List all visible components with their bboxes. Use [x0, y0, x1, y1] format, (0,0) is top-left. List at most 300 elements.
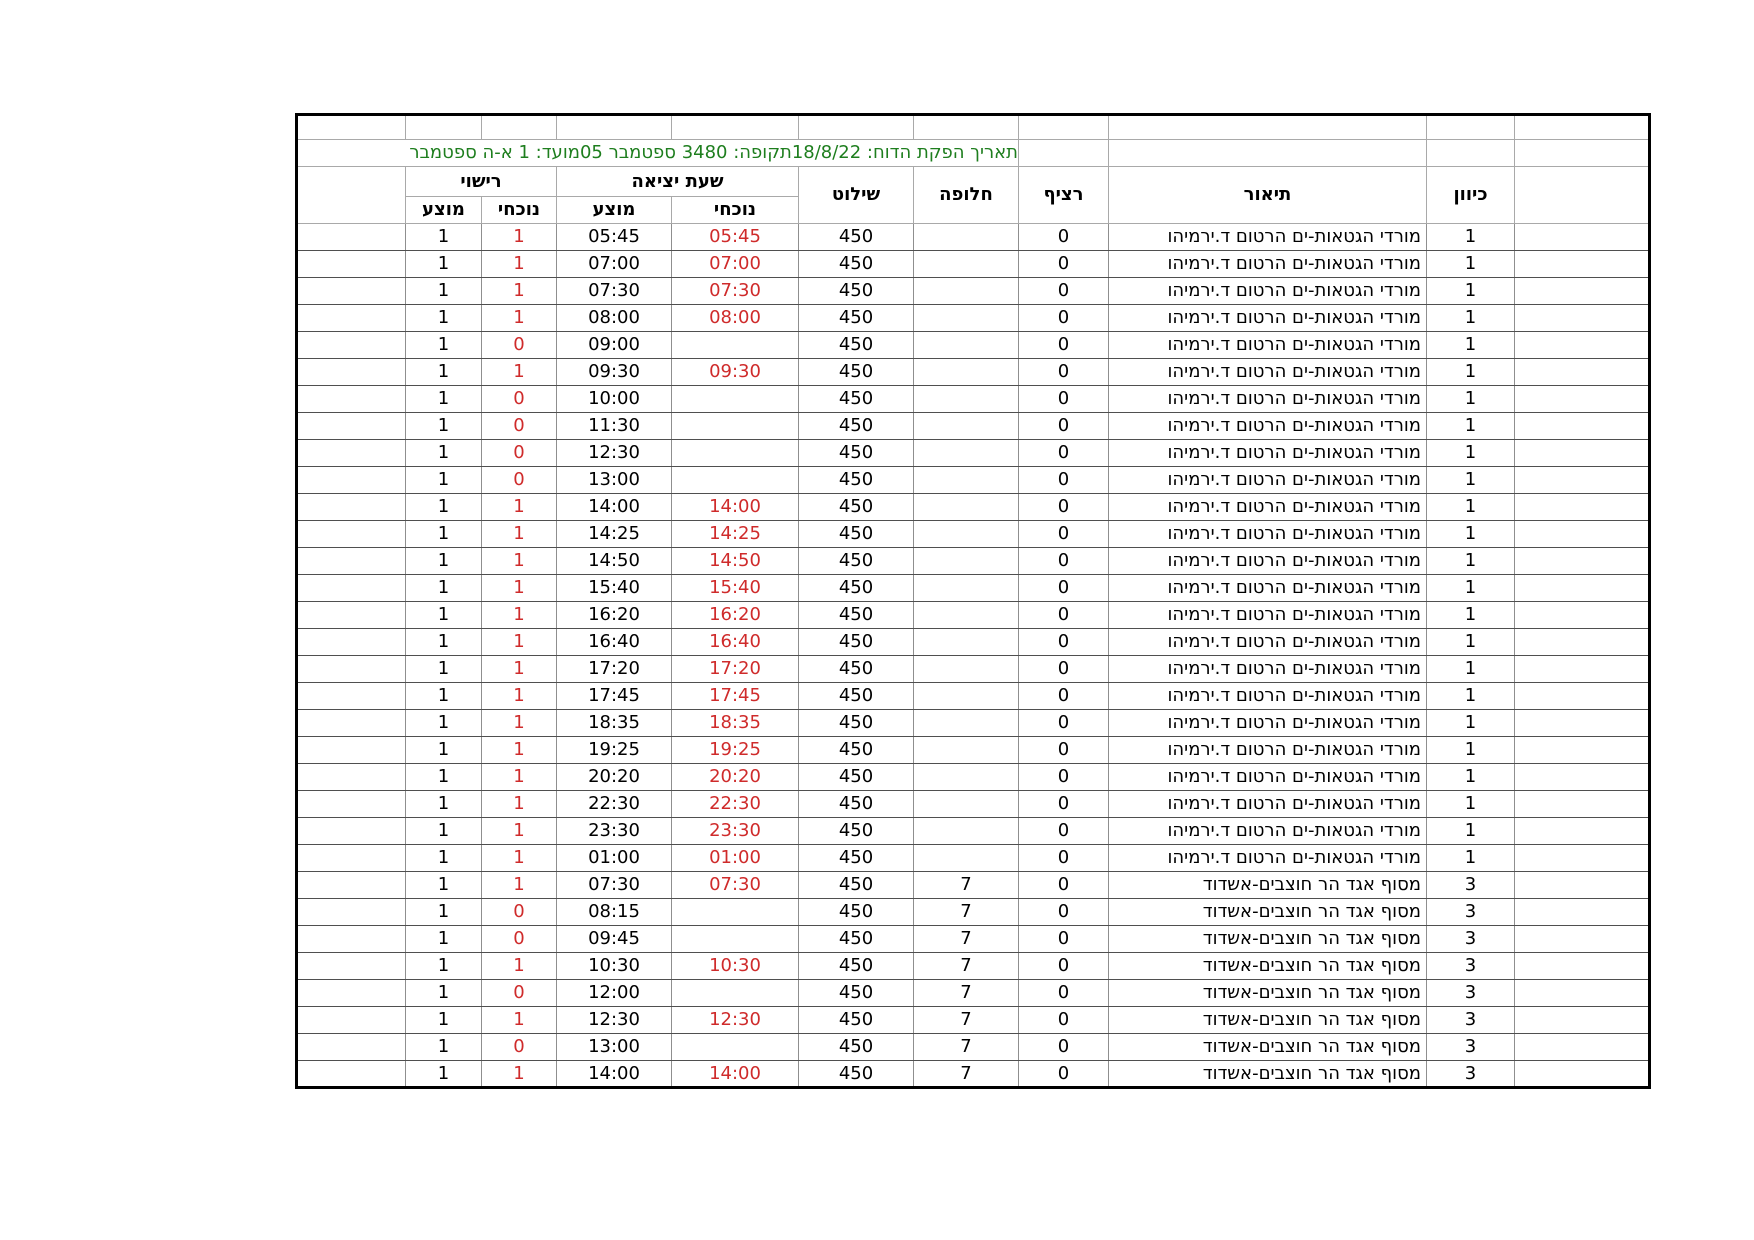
- departure-planned-cell: 16:20: [557, 602, 672, 629]
- empty-cell: [1515, 467, 1650, 494]
- platform-cell: 0: [1019, 278, 1109, 305]
- description-cell: מורדי הגטאות-ים הרטום ד.ירמיהו: [1109, 818, 1427, 845]
- description-cell: מסוף אגד הר חוצבים-אשדוד: [1109, 1007, 1427, 1034]
- empty-cell: [1109, 115, 1427, 140]
- schedule-row: [297, 494, 1650, 521]
- description-cell: מסוף אגד הר חוצבים-אשדוד: [1109, 953, 1427, 980]
- empty-cell: [1515, 278, 1650, 305]
- signage-cell: 450: [799, 305, 914, 332]
- description-cell: מורדי הגטאות-ים הרטום ד.ירמיהו: [1109, 683, 1427, 710]
- departure-planned-cell: 18:35: [557, 710, 672, 737]
- schedule-row: [297, 440, 1650, 467]
- schedule-row: [297, 413, 1650, 440]
- empty-cell: [1515, 602, 1650, 629]
- signage-cell: 450: [799, 683, 914, 710]
- platform-cell: 0: [1019, 224, 1109, 251]
- departure-planned-cell: 08:15: [557, 899, 672, 926]
- schedule-row: [297, 305, 1650, 332]
- direction-cell: 3: [1427, 1061, 1515, 1088]
- alternative-cell: 7: [914, 899, 1019, 926]
- description-cell: מסוף אגד הר חוצבים-אשדוד: [1109, 872, 1427, 899]
- empty-cell: [297, 413, 406, 440]
- description-cell: מורדי הגטאות-ים הרטום ד.ירמיהו: [1109, 386, 1427, 413]
- departure-current-cell: [672, 467, 799, 494]
- description-cell: מורדי הגטאות-ים הרטום ד.ירמיהו: [1109, 845, 1427, 872]
- departure-current-cell: 14:00: [672, 1061, 799, 1088]
- platform-cell: 0: [1019, 629, 1109, 656]
- empty-cell: [297, 467, 406, 494]
- schedule-row: [297, 926, 1650, 953]
- licensing-current-cell: 1: [482, 1007, 557, 1034]
- licensing-current-cell: 0: [482, 467, 557, 494]
- licensing-current-cell: 1: [482, 818, 557, 845]
- licensing-current-cell: 1: [482, 710, 557, 737]
- platform-cell: 0: [1019, 1034, 1109, 1061]
- licensing-planned-cell: 1: [406, 413, 482, 440]
- alternative-cell: [914, 737, 1019, 764]
- schedule-row: [297, 980, 1650, 1007]
- report-title: תאריך הפקת הדוח: 18/8/22תקופה: 3480 ספטמבר 05מועד: 1 א-ה ספטמבר: [297, 140, 1019, 167]
- signage-cell: 450: [799, 953, 914, 980]
- departure-current-cell: [672, 1034, 799, 1061]
- departure-current-cell: 20:20: [672, 764, 799, 791]
- licensing-current-cell: 0: [482, 1034, 557, 1061]
- schedule-row: [297, 467, 1650, 494]
- direction-cell: 1: [1427, 737, 1515, 764]
- schedule-row: [297, 818, 1650, 845]
- licensing-planned-cell: 1: [406, 224, 482, 251]
- header-description: תיאור: [1109, 167, 1427, 224]
- signage-cell: 450: [799, 629, 914, 656]
- schedule-row: [297, 332, 1650, 359]
- empty-cell: [297, 602, 406, 629]
- alternative-cell: [914, 548, 1019, 575]
- licensing-current-cell: 1: [482, 764, 557, 791]
- schedule-row: [297, 1034, 1650, 1061]
- departure-current-cell: 05:45: [672, 224, 799, 251]
- description-cell: מורדי הגטאות-ים הרטום ד.ירמיהו: [1109, 575, 1427, 602]
- platform-cell: 0: [1019, 305, 1109, 332]
- description-cell: מסוף אגד הר חוצבים-אשדוד: [1109, 899, 1427, 926]
- signage-cell: 450: [799, 1061, 914, 1088]
- departure-planned-cell: 09:45: [557, 926, 672, 953]
- empty-cell: [1515, 251, 1650, 278]
- alternative-cell: [914, 413, 1019, 440]
- empty-cell: [297, 683, 406, 710]
- alternative-cell: [914, 818, 1019, 845]
- departure-current-cell: 18:35: [672, 710, 799, 737]
- header-departure-current: נוכחי: [672, 197, 799, 224]
- licensing-planned-cell: 1: [406, 710, 482, 737]
- description-cell: מורדי הגטאות-ים הרטום ד.ירמיהו: [1109, 764, 1427, 791]
- direction-cell: 1: [1427, 575, 1515, 602]
- departure-current-cell: 12:30: [672, 1007, 799, 1034]
- licensing-current-cell: 1: [482, 521, 557, 548]
- signage-cell: 450: [799, 845, 914, 872]
- departure-planned-cell: 12:30: [557, 1007, 672, 1034]
- departure-current-cell: 09:30: [672, 359, 799, 386]
- licensing-current-cell: 1: [482, 872, 557, 899]
- platform-cell: 0: [1019, 710, 1109, 737]
- departure-planned-cell: 19:25: [557, 737, 672, 764]
- empty-cell: [297, 332, 406, 359]
- header-licensing-planned: מוצע: [406, 197, 482, 224]
- departure-current-cell: 14:25: [672, 521, 799, 548]
- licensing-planned-cell: 1: [406, 764, 482, 791]
- empty-cell: [297, 548, 406, 575]
- schedule-row: [297, 575, 1650, 602]
- licensing-current-cell: 1: [482, 953, 557, 980]
- departure-planned-cell: 17:45: [557, 683, 672, 710]
- departure-current-cell: 07:30: [672, 872, 799, 899]
- empty-cell: [1515, 980, 1650, 1007]
- empty-cell: [297, 305, 406, 332]
- empty-cell: [297, 872, 406, 899]
- alternative-cell: [914, 710, 1019, 737]
- departure-current-cell: [672, 440, 799, 467]
- empty-cell: [1019, 115, 1109, 140]
- description-cell: מסוף אגד הר חוצבים-אשדוד: [1109, 926, 1427, 953]
- direction-cell: 1: [1427, 818, 1515, 845]
- direction-cell: 1: [1427, 332, 1515, 359]
- licensing-planned-cell: 1: [406, 332, 482, 359]
- empty-cell: [297, 953, 406, 980]
- description-cell: מורדי הגטאות-ים הרטום ד.ירמיהו: [1109, 791, 1427, 818]
- empty-cell: [672, 115, 799, 140]
- empty-cell: [297, 1034, 406, 1061]
- bus-schedule-table: [295, 113, 1651, 1089]
- licensing-planned-cell: 1: [406, 1034, 482, 1061]
- schedule-row: [297, 521, 1650, 548]
- empty-top-row: [297, 115, 1650, 140]
- alternative-cell: [914, 845, 1019, 872]
- platform-cell: 0: [1019, 872, 1109, 899]
- departure-planned-cell: 14:00: [557, 1061, 672, 1088]
- alternative-cell: [914, 278, 1019, 305]
- departure-current-cell: 01:00: [672, 845, 799, 872]
- licensing-current-cell: 1: [482, 656, 557, 683]
- empty-cell: [297, 737, 406, 764]
- departure-planned-cell: 07:30: [557, 278, 672, 305]
- licensing-planned-cell: 1: [406, 440, 482, 467]
- departure-planned-cell: 22:30: [557, 791, 672, 818]
- empty-cell: [297, 575, 406, 602]
- licensing-planned-cell: 1: [406, 278, 482, 305]
- licensing-current-cell: 1: [482, 251, 557, 278]
- departure-planned-cell: 14:50: [557, 548, 672, 575]
- direction-cell: 1: [1427, 521, 1515, 548]
- schedule-row: [297, 710, 1650, 737]
- licensing-planned-cell: 1: [406, 656, 482, 683]
- departure-planned-cell: 08:00: [557, 305, 672, 332]
- alternative-cell: [914, 521, 1019, 548]
- empty-cell: [297, 115, 406, 140]
- alternative-cell: 7: [914, 1061, 1019, 1088]
- header-departure-planned: מוצע: [557, 197, 672, 224]
- departure-planned-cell: 10:00: [557, 386, 672, 413]
- empty-cell: [1427, 140, 1515, 167]
- direction-cell: 1: [1427, 764, 1515, 791]
- licensing-current-cell: 1: [482, 224, 557, 251]
- departure-planned-cell: 01:00: [557, 845, 672, 872]
- signage-cell: 450: [799, 926, 914, 953]
- signage-cell: 450: [799, 872, 914, 899]
- empty-cell: [1515, 656, 1650, 683]
- departure-current-cell: 08:00: [672, 305, 799, 332]
- empty-cell: [1019, 140, 1109, 167]
- platform-cell: 0: [1019, 575, 1109, 602]
- empty-cell: [297, 359, 406, 386]
- alternative-cell: [914, 305, 1019, 332]
- licensing-planned-cell: 1: [406, 1061, 482, 1088]
- direction-cell: 3: [1427, 899, 1515, 926]
- schedule-row: [297, 386, 1650, 413]
- platform-cell: 0: [1019, 359, 1109, 386]
- licensing-current-cell: 0: [482, 413, 557, 440]
- empty-cell: [1515, 737, 1650, 764]
- empty-cell: [1515, 224, 1650, 251]
- departure-current-cell: [672, 980, 799, 1007]
- licensing-planned-cell: 1: [406, 872, 482, 899]
- empty-cell: [1515, 872, 1650, 899]
- signage-cell: 450: [799, 332, 914, 359]
- alternative-cell: [914, 629, 1019, 656]
- empty-cell: [297, 710, 406, 737]
- empty-cell: [1515, 521, 1650, 548]
- platform-cell: 0: [1019, 926, 1109, 953]
- direction-cell: 1: [1427, 251, 1515, 278]
- departure-planned-cell: 07:00: [557, 251, 672, 278]
- description-cell: מורדי הגטאות-ים הרטום ד.ירמיהו: [1109, 521, 1427, 548]
- report-title-row: [297, 140, 1650, 167]
- direction-cell: 1: [1427, 467, 1515, 494]
- description-cell: מורדי הגטאות-ים הרטום ד.ירמיהו: [1109, 548, 1427, 575]
- empty-cell: [1515, 953, 1650, 980]
- schedule-row: [297, 656, 1650, 683]
- empty-cell: [1515, 167, 1650, 224]
- direction-cell: 1: [1427, 413, 1515, 440]
- empty-cell: [1515, 140, 1650, 167]
- platform-cell: 0: [1019, 818, 1109, 845]
- platform-cell: 0: [1019, 1061, 1109, 1088]
- direction-cell: 1: [1427, 656, 1515, 683]
- direction-cell: 1: [1427, 845, 1515, 872]
- licensing-planned-cell: 1: [406, 359, 482, 386]
- departure-planned-cell: 16:40: [557, 629, 672, 656]
- direction-cell: 1: [1427, 440, 1515, 467]
- licensing-planned-cell: 1: [406, 602, 482, 629]
- departure-planned-cell: 13:00: [557, 467, 672, 494]
- licensing-current-cell: 1: [482, 278, 557, 305]
- alternative-cell: [914, 224, 1019, 251]
- departure-current-cell: 17:20: [672, 656, 799, 683]
- description-cell: מורדי הגטאות-ים הרטום ד.ירמיהו: [1109, 305, 1427, 332]
- description-cell: מסוף אגד הר חוצבים-אשדוד: [1109, 980, 1427, 1007]
- alternative-cell: [914, 791, 1019, 818]
- schedule-row: [297, 1007, 1650, 1034]
- signage-cell: 450: [799, 737, 914, 764]
- licensing-current-cell: 1: [482, 305, 557, 332]
- departure-planned-cell: 11:30: [557, 413, 672, 440]
- schedule-row: [297, 683, 1650, 710]
- licensing-planned-cell: 1: [406, 926, 482, 953]
- description-cell: מורדי הגטאות-ים הרטום ד.ירמיהו: [1109, 710, 1427, 737]
- empty-cell: [297, 1007, 406, 1034]
- empty-cell: [1515, 548, 1650, 575]
- alternative-cell: [914, 602, 1019, 629]
- licensing-planned-cell: 1: [406, 953, 482, 980]
- empty-cell: [1515, 332, 1650, 359]
- departure-current-cell: 10:30: [672, 953, 799, 980]
- empty-cell: [1515, 305, 1650, 332]
- schedule-row: [297, 602, 1650, 629]
- empty-cell: [297, 251, 406, 278]
- description-cell: מורדי הגטאות-ים הרטום ד.ירמיהו: [1109, 224, 1427, 251]
- description-cell: מסוף אגד הר חוצבים-אשדוד: [1109, 1061, 1427, 1088]
- signage-cell: 450: [799, 359, 914, 386]
- departure-current-cell: 07:30: [672, 278, 799, 305]
- alternative-cell: 7: [914, 872, 1019, 899]
- direction-cell: 3: [1427, 980, 1515, 1007]
- schedule-row: [297, 1061, 1650, 1088]
- empty-cell: [297, 764, 406, 791]
- empty-cell: [297, 278, 406, 305]
- header-direction: כיוון: [1427, 167, 1515, 224]
- licensing-planned-cell: 1: [406, 899, 482, 926]
- licensing-current-cell: 1: [482, 845, 557, 872]
- departure-current-cell: [672, 332, 799, 359]
- description-cell: מסוף אגד הר חוצבים-אשדוד: [1109, 1034, 1427, 1061]
- empty-cell: [297, 1061, 406, 1088]
- licensing-planned-cell: 1: [406, 575, 482, 602]
- alternative-cell: [914, 764, 1019, 791]
- signage-cell: 450: [799, 521, 914, 548]
- schedule-row: [297, 629, 1650, 656]
- platform-cell: 0: [1019, 953, 1109, 980]
- schedule-rows: [297, 224, 1650, 1088]
- header-platform: רציף: [1019, 167, 1109, 224]
- description-cell: מורדי הגטאות-ים הרטום ד.ירמיהו: [1109, 494, 1427, 521]
- signage-cell: 450: [799, 251, 914, 278]
- schedule-row: [297, 278, 1650, 305]
- alternative-cell: [914, 575, 1019, 602]
- signage-cell: 450: [799, 980, 914, 1007]
- platform-cell: 0: [1019, 980, 1109, 1007]
- departure-current-cell: 22:30: [672, 791, 799, 818]
- header-licensing-group: רישוי: [406, 167, 557, 197]
- empty-cell: [1515, 386, 1650, 413]
- alternative-cell: [914, 467, 1019, 494]
- signage-cell: 450: [799, 1007, 914, 1034]
- signage-cell: 450: [799, 764, 914, 791]
- alternative-cell: 7: [914, 926, 1019, 953]
- departure-current-cell: [672, 413, 799, 440]
- empty-cell: [482, 115, 557, 140]
- alternative-cell: [914, 683, 1019, 710]
- description-cell: מורדי הגטאות-ים הרטום ד.ירמיהו: [1109, 440, 1427, 467]
- departure-planned-cell: 13:00: [557, 1034, 672, 1061]
- licensing-planned-cell: 1: [406, 305, 482, 332]
- signage-cell: 450: [799, 710, 914, 737]
- empty-cell: [914, 115, 1019, 140]
- empty-cell: [297, 224, 406, 251]
- description-cell: מורדי הגטאות-ים הרטום ד.ירמיהו: [1109, 332, 1427, 359]
- signage-cell: 450: [799, 602, 914, 629]
- departure-current-cell: 14:00: [672, 494, 799, 521]
- departure-planned-cell: 20:20: [557, 764, 672, 791]
- header-alternative: חלופה: [914, 167, 1019, 224]
- empty-cell: [1515, 845, 1650, 872]
- licensing-planned-cell: 1: [406, 467, 482, 494]
- alternative-cell: 7: [914, 1034, 1019, 1061]
- alternative-cell: [914, 656, 1019, 683]
- alternative-cell: [914, 332, 1019, 359]
- schedule-row: [297, 548, 1650, 575]
- alternative-cell: [914, 440, 1019, 467]
- empty-cell: [297, 494, 406, 521]
- direction-cell: 1: [1427, 710, 1515, 737]
- description-cell: מורדי הגטאות-ים הרטום ד.ירמיהו: [1109, 656, 1427, 683]
- empty-cell: [1515, 764, 1650, 791]
- licensing-current-cell: 0: [482, 386, 557, 413]
- empty-cell: [1515, 899, 1650, 926]
- platform-cell: 0: [1019, 656, 1109, 683]
- signage-cell: 450: [799, 575, 914, 602]
- header-signage: שילוט: [799, 167, 914, 224]
- empty-cell: [1515, 1007, 1650, 1034]
- alternative-cell: [914, 251, 1019, 278]
- signage-cell: 450: [799, 656, 914, 683]
- licensing-current-cell: 0: [482, 440, 557, 467]
- licensing-current-cell: 1: [482, 629, 557, 656]
- licensing-current-cell: 0: [482, 980, 557, 1007]
- description-cell: מורדי הגטאות-ים הרטום ד.ירמיהו: [1109, 737, 1427, 764]
- schedule-row: [297, 791, 1650, 818]
- licensing-planned-cell: 1: [406, 737, 482, 764]
- departure-planned-cell: 12:30: [557, 440, 672, 467]
- empty-cell: [1515, 791, 1650, 818]
- departure-planned-cell: 17:20: [557, 656, 672, 683]
- licensing-current-cell: 1: [482, 602, 557, 629]
- platform-cell: 0: [1019, 791, 1109, 818]
- platform-cell: 0: [1019, 467, 1109, 494]
- platform-cell: 0: [1019, 602, 1109, 629]
- licensing-current-cell: 1: [482, 548, 557, 575]
- empty-cell: [297, 899, 406, 926]
- platform-cell: 0: [1019, 440, 1109, 467]
- licensing-current-cell: 1: [482, 494, 557, 521]
- departure-current-cell: 15:40: [672, 575, 799, 602]
- signage-cell: 450: [799, 440, 914, 467]
- licensing-planned-cell: 1: [406, 1007, 482, 1034]
- signage-cell: 450: [799, 899, 914, 926]
- direction-cell: 1: [1427, 683, 1515, 710]
- licensing-current-cell: 1: [482, 683, 557, 710]
- platform-cell: 0: [1019, 332, 1109, 359]
- empty-cell: [1515, 818, 1650, 845]
- departure-current-cell: 17:45: [672, 683, 799, 710]
- platform-cell: 0: [1019, 737, 1109, 764]
- empty-cell: [297, 440, 406, 467]
- schedule-row: [297, 872, 1650, 899]
- direction-cell: 1: [1427, 602, 1515, 629]
- description-cell: מורדי הגטאות-ים הרטום ד.ירמיהו: [1109, 602, 1427, 629]
- licensing-planned-cell: 1: [406, 548, 482, 575]
- direction-cell: 3: [1427, 926, 1515, 953]
- empty-cell: [297, 629, 406, 656]
- description-cell: מורדי הגטאות-ים הרטום ד.ירמיהו: [1109, 278, 1427, 305]
- licensing-planned-cell: 1: [406, 629, 482, 656]
